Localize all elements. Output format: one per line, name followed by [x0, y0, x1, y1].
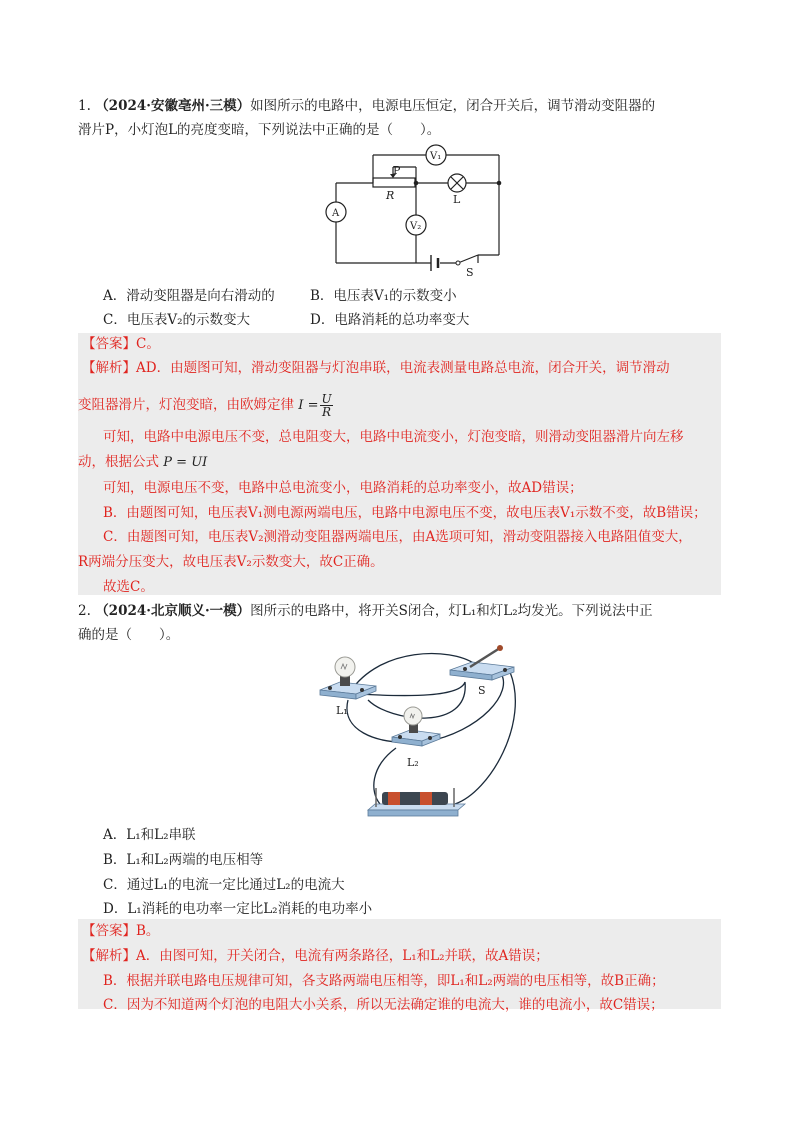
q2-stem-line1: [78, 602, 653, 620]
q1-stem-line2: 滑片P，小灯泡L的亮度变暗，下列说法中正确的是（ ）。: [78, 122, 441, 138]
q1-label-p: P: [393, 164, 401, 177]
q1-label-l: L: [453, 193, 461, 206]
q1-circuit-diagram: [318, 143, 518, 278]
q1-label-a: A: [332, 208, 340, 219]
q1-label-v1: V₁: [430, 151, 442, 162]
q2-answer: 【答案】B。: [82, 923, 160, 939]
q1-analysis-line9: 故选C。: [103, 579, 154, 595]
q1-analysis-line4: [78, 453, 207, 472]
q2-analysis-tag: 【解析】: [82, 948, 136, 964]
q1-option-a: A．滑动变阻器是向右滑动的: [103, 288, 275, 304]
q1-analysis-line2: [78, 393, 335, 418]
q1-analysis-line3: 可知，电路中电源电压不变，总电阻变大，电路中电流变小，灯泡变暗，则滑动变阻器滑片向左移: [103, 429, 684, 445]
q1-answer: 【答案】C。: [82, 336, 160, 352]
q1-number: 1.: [78, 98, 91, 114]
q1-source: （2024·安徽亳州·三模）: [95, 98, 251, 114]
q2-option-a: A．L₁和L₂串联: [103, 827, 196, 843]
q1-analysis-text2: 变阻器滑片，灯泡变暗，由欧姆定律: [78, 397, 294, 413]
q1-stem-text1: 如图所示的电路中，电源电压恒定，闭合开关后，调节滑动变阻器的: [250, 98, 656, 114]
q2-option-b: B．L₁和L₂两端的电压相等: [103, 852, 264, 868]
q1-analysis-line6: B．由题图可知，电压表V₁测电源两端电压，电路中电源电压不变，故电压表V₁示数不变，故B错误；: [103, 505, 707, 521]
q2-stem-line2: 确的是（ ）。: [78, 627, 180, 643]
q2-label-l2: L₂: [407, 756, 419, 769]
q1-formula-ohm-fraction: [320, 393, 332, 418]
q2-circuit-illustration: [300, 642, 530, 822]
q2-analysis-line1: [82, 947, 549, 965]
q1-analysis-tag: 【解析】: [82, 360, 136, 376]
q2-label-s: S: [478, 684, 486, 697]
q2-analysis-line3: C．因为不知道两个灯泡的电阻大小关系，所以无法确定谁的电流大，谁的电流小，故C错误；: [103, 997, 664, 1013]
q2-stem-text1: 图所示的电路中，将开关S闭合，灯L₁和灯L₂均发光。下列说法中正: [250, 603, 653, 619]
q2-option-c: C．通过L₁的电流一定比通过L₂的电流大: [103, 877, 345, 893]
q1-formula-power: P = UI: [163, 455, 208, 470]
q1-analysis-text4: 动，根据公式: [78, 454, 159, 470]
q1-analysis-line5: 可知，电源电压不变，电路中总电流变小，电路消耗的总功率变小，故AD错误；: [103, 480, 583, 496]
q2-analysis-line2: B．根据并联电路电压规律可知，各支路两端电压相等，即L₁和L₂两端的电压相等，故B正确；: [103, 973, 665, 989]
q1-label-s: S: [466, 266, 474, 278]
q1-option-d: D．电路消耗的总功率变大: [310, 312, 470, 328]
q1-formula-denominator: R: [322, 405, 332, 419]
q1-analysis-line1: [82, 359, 670, 377]
q2-analysis-text1: A．由图可知，开关闭合，电流有两条路径，L₁和L₂并联，故A错误；: [136, 948, 549, 964]
q2-number: 2.: [78, 603, 91, 619]
q1-formula-ohm-lhs: I =: [298, 398, 319, 413]
q1-formula-numerator: U: [321, 392, 332, 406]
q1-label-v2: V₂: [410, 221, 422, 232]
q1-option-b: B．电压表V₁的示数变小: [310, 288, 457, 304]
q1-analysis-line7: C．由题图可知，电压表V₂测滑动变阻器两端电压，由A选项可知，滑动变阻器接入电路阻值变大，: [103, 529, 692, 545]
q1-option-c: C．电压表V₂的示数变大: [103, 312, 250, 328]
q2-source: （2024·北京顺义·一模）: [95, 603, 251, 619]
q2-option-d: D．L₁消耗的电功率一定比L₂消耗的电功率小: [103, 901, 373, 917]
q1-analysis-text1: AD．由题图可知，滑动变阻器与灯泡串联，电流表测量电路总电流，闭合开关，调节滑动: [136, 360, 670, 376]
q2-label-l1: L₁: [336, 704, 348, 717]
q1-analysis-line8: R两端分压变大，故电压表V₂示数变大，故C正确。: [78, 554, 384, 570]
q1-stem-line1: [78, 97, 655, 115]
q1-label-r: R: [386, 189, 395, 202]
